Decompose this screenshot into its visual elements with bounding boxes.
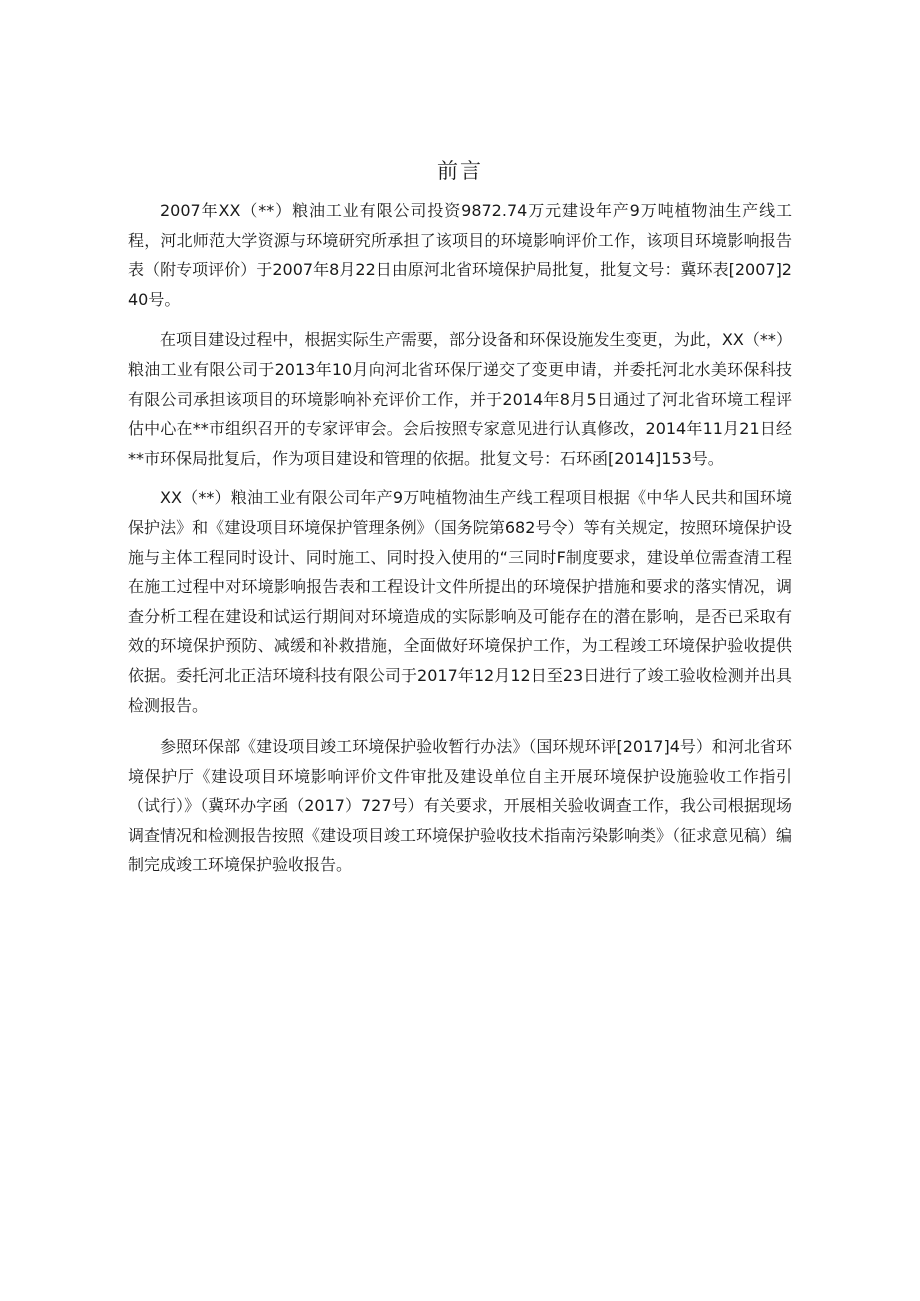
paragraph-project-approval: 2007年XX（**）粮油工业有限公司投资9872.74万元建设年产9万吨植物油生产线工程，河北师范大学资源与环境研究所承担了该项目的环境影响评价工作，该项目环境影响报告表（附专项评价）于2007年8月22日由原河北省环境保护局批复，批复文号：冀环表[2007]240号。 (128, 201, 792, 309)
page-title: 前言 (437, 159, 483, 183)
document-body (128, 196, 792, 891)
paragraph-legal-basis: XX（**）粮油工业有限公司年产9万吨植物油生产线工程项目根据《中华人民共和国环境保护法》和《建设项目环境保护管理条例》（国务院第682号令）等有关规定，按照环境保护设施与主体工程同时设计、同时施工、同时投入使用的“三同时F制度要求，建设单位需查清工程在施工过程中对环境影响报告表和工程设计文件所提出的环境保护措施和要求的落实情况，调查分析工程在建设和试运行期间对环境造成的实际影响及可能存在的潜在影响，是否已采取有效的环境保护预防、减缓和补救措施，全面做好环境保护工作，为工程竣工环境保护验收提供依据。委托河北正洁环境科技有限公司于2017年12月12日至23日进行了竣工验收检测并出具检测报告。 (128, 488, 792, 715)
paragraph-acceptance-report: 参照环保部《建设项目竣工环境保护验收暂行办法》（国环规环评[2017]4号）和河北省环境保护厅《建设项目环境影响评价文件审批及建设单位自主开展环境保护设施验收工作指引（试行）》（冀环办字函（2017）727号）有关要求，开展相关验收调查工作，我公司根据现场调查情况和检测报告按照《建设项目竣工环境保护验收技术指南污染影响类》（征求意见稿）编制完成竣工环境保护验收报告。 (128, 737, 793, 875)
paragraph-project-changes: 在项目建设过程中，根据实际生产需要，部分设备和环保设施发生变更，为此，XX（**）粮油工业有限公司于2013年10月向河北省环保厅递交了变更申请，并委托河北水美环保科技有限公司承担该项目的环境影响补充评价工作，并于2014年8月5日通过了河北省环境工程评估中心在**市组织召开的专家评审会。会后按照专家意见进行认真修改，2014年11月21日经**市环保局批复后，作为项目建设和管理的依据。批复文号：石环函[2014]153号。 (128, 330, 792, 468)
